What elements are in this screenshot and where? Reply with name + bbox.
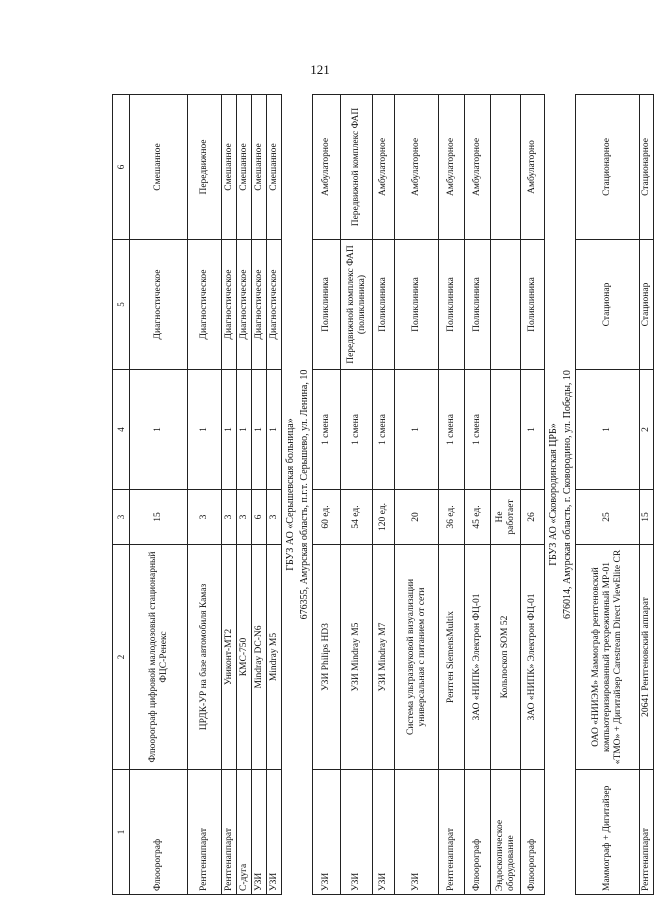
quantity-cell: Не работает — [491, 490, 521, 545]
quantity-cell: 3 — [188, 490, 222, 545]
table-row — [188, 95, 222, 895]
quantity-cell: 15 — [130, 490, 188, 545]
equipment-type-cell: УЗИ — [267, 770, 282, 895]
mode-cell: Смешанное — [267, 95, 282, 240]
institution-address-row — [561, 95, 576, 895]
quantity-cell: 60 ед. — [313, 490, 341, 545]
column-number: 6 — [113, 95, 130, 240]
institution-address-row — [298, 95, 313, 895]
purpose-cell: Поликлиника — [521, 240, 545, 370]
mode-cell: Амбулаторное — [313, 95, 341, 240]
shift-cell: 1 — [188, 370, 222, 490]
shift-cell: 1 — [130, 370, 188, 490]
mode-cell: Смешанное — [130, 95, 188, 240]
equipment-type-cell: Эндоскопическое оборудование — [491, 770, 521, 895]
mode-cell: Передвижное — [188, 95, 222, 240]
equipment-type-cell: Рентгенаппарат — [188, 770, 222, 895]
purpose-cell: Поликлиника — [373, 240, 395, 370]
equipment-type-cell: УЗИ — [252, 770, 267, 895]
equipment-type-cell: Рентгенаппарат — [439, 770, 465, 895]
table-row — [130, 95, 188, 895]
equipment-type-cell: УЗИ — [395, 770, 439, 895]
table-row — [237, 95, 252, 895]
equipment-model-cell: Mindray DC-N6 — [252, 545, 267, 770]
quantity-cell: 3 — [222, 490, 237, 545]
equipment-model-cell: Система ультразвуковой визуализации универсальная с питанием от сети — [395, 545, 439, 770]
equipment-model-cell: Флюорограф цифровой малодозовый стационарный ФЦС-Ренекс — [130, 545, 188, 770]
institution-title: ГБУЗ АО «Сковородинская ЦРБ» — [545, 95, 561, 895]
equipment-type-cell: УЗИ — [313, 770, 341, 895]
mode-cell — [491, 95, 521, 240]
equipment-model-cell: ЦРДК-УР на базе автомобиля Камаз — [188, 545, 222, 770]
purpose-cell: Стационар — [640, 240, 654, 370]
equipment-type-cell: Флюорограф — [521, 770, 545, 895]
quantity-cell: 25 — [576, 490, 640, 545]
purpose-cell: Диагностическое — [130, 240, 188, 370]
column-number-row — [113, 95, 130, 895]
equipment-model-cell: ЗАО «НИПК» Электрон ФЦ-01 — [465, 545, 491, 770]
equipment-type-cell: Флюорограф — [465, 770, 491, 895]
mode-cell: Стационарное — [640, 95, 654, 240]
table-row — [465, 95, 491, 895]
table-row — [521, 95, 545, 895]
mode-cell: Смешанное — [237, 95, 252, 240]
equipment-table — [112, 94, 654, 895]
shift-cell: 1 смена — [373, 370, 395, 490]
quantity-cell: 26 — [521, 490, 545, 545]
purpose-cell: Поликлиника — [395, 240, 439, 370]
shift-cell: 2 — [640, 370, 654, 490]
quantity-cell: 120 ед. — [373, 490, 395, 545]
shift-cell: 1 — [222, 370, 237, 490]
quantity-cell: 45 ед. — [465, 490, 491, 545]
mode-cell: Смешанное — [222, 95, 237, 240]
quantity-cell: 15 — [640, 490, 654, 545]
column-number: 2 — [113, 545, 130, 770]
mode-cell: Стационарное — [576, 95, 640, 240]
purpose-cell: Поликлиника — [313, 240, 341, 370]
column-number: 4 — [113, 370, 130, 490]
rotated-table-container — [112, 95, 652, 895]
shift-cell — [491, 370, 521, 490]
shift-cell: 1 — [576, 370, 640, 490]
equipment-model-cell: УЗИ Philips HD3 — [313, 545, 341, 770]
mode-cell: Амбулаторное — [439, 95, 465, 240]
mode-cell: Амбулаторно — [521, 95, 545, 240]
purpose-cell: Диагностическое — [237, 240, 252, 370]
quantity-cell: 3 — [267, 490, 282, 545]
shift-cell: 1 смена — [439, 370, 465, 490]
shift-cell: 1 — [252, 370, 267, 490]
equipment-model-cell: Униконт-МТ2 — [222, 545, 237, 770]
equipment-model-cell: Рентген SiemensMultix — [439, 545, 465, 770]
column-number: 5 — [113, 240, 130, 370]
page-number: 121 — [310, 62, 330, 77]
quantity-cell: 54 ед. — [341, 490, 373, 545]
shift-cell: 1 смена — [341, 370, 373, 490]
equipment-type-cell: УЗИ — [341, 770, 373, 895]
quantity-cell: 6 — [252, 490, 267, 545]
table-row — [222, 95, 237, 895]
table-row — [439, 95, 465, 895]
table-row — [313, 95, 341, 895]
shift-cell: 1 — [521, 370, 545, 490]
equipment-model-cell: УЗИ Mindray M7 — [373, 545, 395, 770]
institution-address: 676014, Амурская область, г. Сковородино, ул. Победы, 10 — [561, 95, 576, 895]
equipment-type-cell: Флюорограф — [130, 770, 188, 895]
equipment-model-cell: ЗАО «НИПК» Электрон ФЦ-01 — [521, 545, 545, 770]
equipment-model-cell: Mindray M5 — [267, 545, 282, 770]
shift-cell: 1 — [267, 370, 282, 490]
purpose-cell: Диагностическое — [267, 240, 282, 370]
shift-cell: 1 — [237, 370, 252, 490]
institution-address: 676355, Амурская область, п.г.т. Серышево, ул. Ленина, 10 — [298, 95, 313, 895]
equipment-model-cell: ОАО «НИИЭМ» Маммограф рентгеновский компьютеризированный трехрежимный МР-01 «ТМО» + Дигитайзер Carestream Direct ViewElite CR — [576, 545, 640, 770]
purpose-cell: Диагностическое — [222, 240, 237, 370]
shift-cell: 1 смена — [313, 370, 341, 490]
mode-cell: Смешанное — [252, 95, 267, 240]
table-row — [491, 95, 521, 895]
equipment-type-cell: С-дуга — [237, 770, 252, 895]
purpose-cell: Передвижной комплекс ФАП (поликлиника) — [341, 240, 373, 370]
equipment-type-cell: Рентгенаппарат — [222, 770, 237, 895]
equipment-type-cell: Маммограф + Дигитайзер — [576, 770, 640, 895]
column-number: 1 — [113, 770, 130, 895]
equipment-type-cell: УЗИ — [373, 770, 395, 895]
equipment-model-cell: 20641 Рентгеновский аппарат — [640, 545, 654, 770]
column-number: 3 — [113, 490, 130, 545]
mode-cell: Амбулаторное — [395, 95, 439, 240]
purpose-cell: Диагностическое — [252, 240, 267, 370]
purpose-cell — [491, 240, 521, 370]
quantity-cell: 36 ед. — [439, 490, 465, 545]
mode-cell: Передвижной комплекс ФАП — [341, 95, 373, 240]
shift-cell: 1 смена — [465, 370, 491, 490]
quantity-cell: 20 — [395, 490, 439, 545]
purpose-cell: Стационар — [576, 240, 640, 370]
mode-cell: Амбулаторное — [373, 95, 395, 240]
institution-title-row — [545, 95, 561, 895]
institution-title-row — [282, 95, 298, 895]
purpose-cell: Диагностическое — [188, 240, 222, 370]
mode-cell: Амбулаторное — [465, 95, 491, 240]
table-row — [341, 95, 373, 895]
purpose-cell: Поликлиника — [439, 240, 465, 370]
equipment-type-cell: Рентгенаппарат — [640, 770, 654, 895]
purpose-cell: Поликлиника — [465, 240, 491, 370]
table-row — [252, 95, 267, 895]
equipment-model-cell: Кольпоскоп SOM 52 — [491, 545, 521, 770]
table-row — [395, 95, 439, 895]
equipment-model-cell: КМС-750 — [237, 545, 252, 770]
table-row — [267, 95, 282, 895]
shift-cell: 1 — [395, 370, 439, 490]
table-row — [373, 95, 395, 895]
table-row — [640, 95, 654, 895]
quantity-cell: 3 — [237, 490, 252, 545]
institution-title: ГБУЗ АО «Серышевская больница» — [282, 95, 298, 895]
table-row — [576, 95, 640, 895]
equipment-model-cell: УЗИ Mindray M5 — [341, 545, 373, 770]
